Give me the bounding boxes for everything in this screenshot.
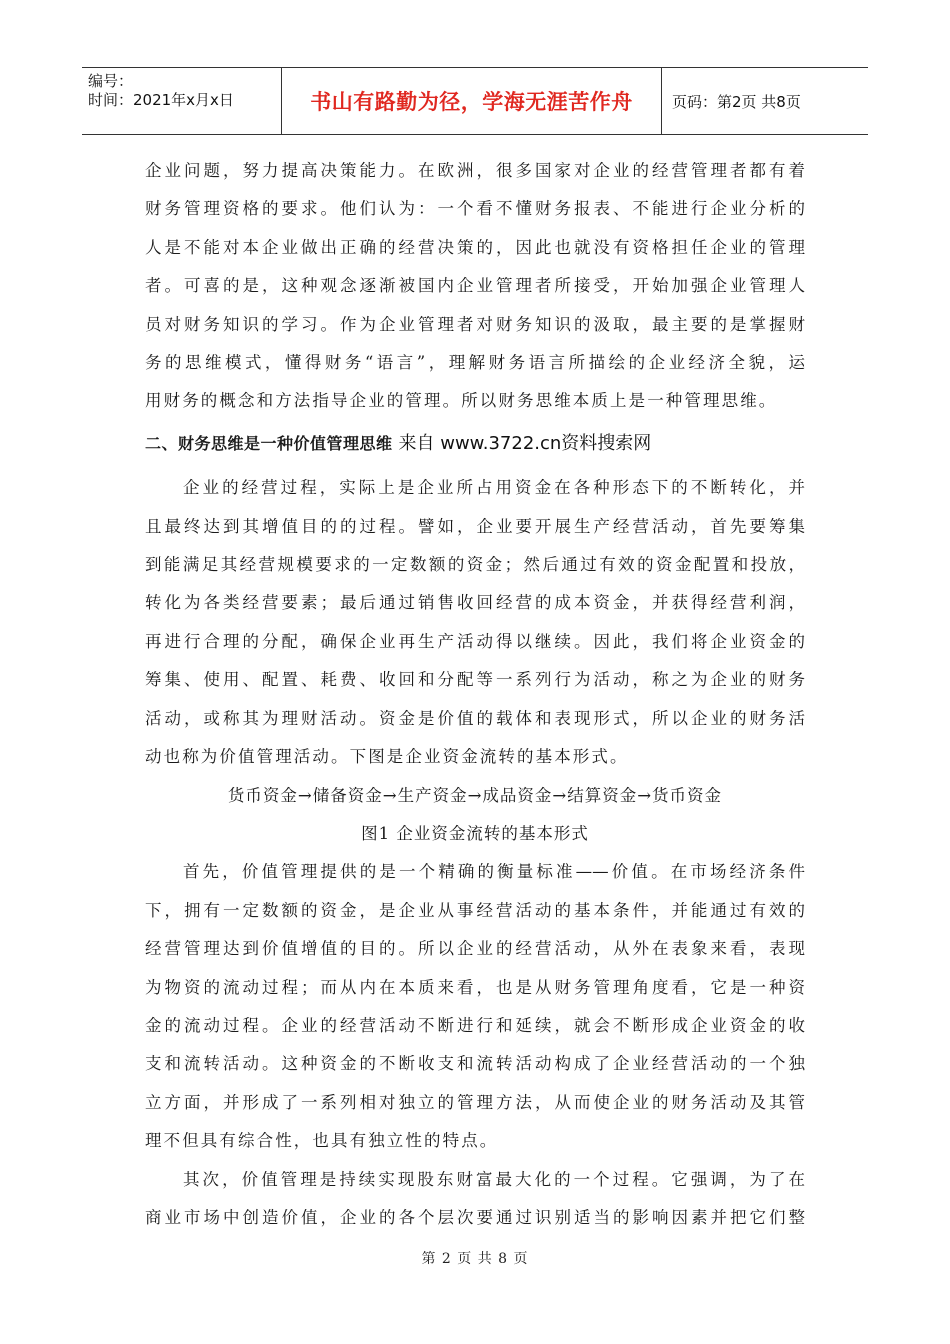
text-line: 用财务的概念和方法指导企业的管理。所以财务思维本质上是一种管理思维。 — [145, 391, 778, 411]
paragraph-2 — [145, 469, 805, 776]
text-line: 且最终达到其增值目的的过程。譬如，企业要开展生产经营活动，首先要筹集 — [145, 516, 805, 536]
text-line: 支和流转活动。这种资金的不断收支和流转活动构成了企业经营活动的一个独 — [145, 1054, 805, 1074]
header-motto: 书山有路勤为径，学海无涯苦作舟 — [282, 68, 662, 134]
document-body — [145, 152, 805, 1237]
text-line: 商业市场中创造价值，企业的各个层次要通过识别适当的影响因素并把它们整 — [145, 1207, 805, 1227]
paragraph-1 — [145, 152, 805, 421]
text-line: 经营管理达到价值增值的目的。所以企业的经营活动，从外在表象来看，表现 — [145, 939, 805, 959]
header-page-info: 页码：第2页 共8页 — [672, 92, 801, 111]
text-line: 人是不能对本企业做出正确的经营决策的，因此也就没有资格担任企业的管理 — [145, 237, 805, 257]
flow-diagram-text: 货币资金→储备资金→生产资金→成品资金→结算资金→货币资金 — [227, 785, 723, 805]
text-line: 下，拥有一定数额的资金，是企业从事经营活动的基本条件，并能通过有效的 — [145, 900, 805, 920]
text-line: 财务管理资格的要求。他们认为：一个看不懂财务报表、不能进行企业分析的 — [145, 199, 805, 219]
text-line: 活动，或称其为理财活动。资金是价值的载体和表现形式，所以企业的财务活 — [145, 708, 805, 728]
page-header — [82, 67, 868, 135]
text-line: 到能满足其经营规模要求的一定数额的资金；然后通过有效的资金配置和投放， — [145, 555, 805, 575]
text-line: 员对财务知识的学习。作为企业管理者对财务知识的汲取，最主要的是掌握财 — [145, 314, 805, 334]
text-line: 者。可喜的是，这种观念逐渐被国内企业管理者所接受，开始加强企业管理人 — [145, 276, 805, 296]
text-line: 再进行合理的分配，确保企业再生产活动得以继续。因此，我们将企业资金的 — [145, 631, 805, 651]
page-footer: 第 2 页 共 8 页 — [421, 1251, 529, 1267]
serial-label: 编号： — [88, 72, 134, 90]
text-line: 筹集、使用、配置、耗费、收回和分配等一系列行为活动，称之为企业的财务 — [145, 670, 805, 690]
figure-caption: 图1 企业资金流转的基本形式 — [361, 823, 589, 843]
text-line: 其次，价值管理是持续实现股东财富最大化的一个过程。它强调，为了在 — [183, 1169, 805, 1189]
paragraph-4 — [145, 1161, 805, 1238]
text-line: 转化为各类经营要素；最后通过销售收回经营的成本资金，并获得经营利润， — [145, 593, 805, 613]
section-heading-row — [145, 425, 805, 463]
text-line: 金的流动过程。企业的经营活动不断进行和延续，就会不断形成企业资金的收 — [145, 1015, 805, 1035]
section-heading: 二、财务思维是一种价值管理思维 — [145, 433, 393, 453]
header-meta — [82, 68, 282, 134]
source-watermark: 来自 www.3722.cn资料搜索网 — [398, 432, 652, 454]
date-label: 时间：2021年x月x日 — [88, 91, 234, 109]
paragraph-3 — [145, 853, 805, 1160]
text-line: 企业的经营过程，实际上是企业所占用资金在各种形态下的不断转化，并 — [183, 478, 805, 498]
text-line: 务的思维模式，懂得财务“语言”，理解财务语言所描绘的企业经济全貌，运 — [145, 353, 805, 373]
text-line: 为物资的流动过程；而从内在本质来看，也是从财务管理角度看，它是一种资 — [145, 977, 805, 997]
text-line: 立方面，并形成了一系列相对独立的管理方法，从而使企业的财务活动及其管 — [145, 1092, 805, 1112]
text-line: 首先，价值管理提供的是一个精确的衡量标准——价值。在市场经济条件 — [183, 862, 805, 882]
text-line: 动也称为价值管理活动。下图是企业资金流转的基本形式。 — [145, 747, 629, 767]
text-line: 企业问题，努力提高决策能力。在欧洲，很多国家对企业的经营管理者都有着 — [145, 161, 805, 180]
text-line: 理不但具有综合性，也具有独立性的特点。 — [145, 1131, 499, 1151]
